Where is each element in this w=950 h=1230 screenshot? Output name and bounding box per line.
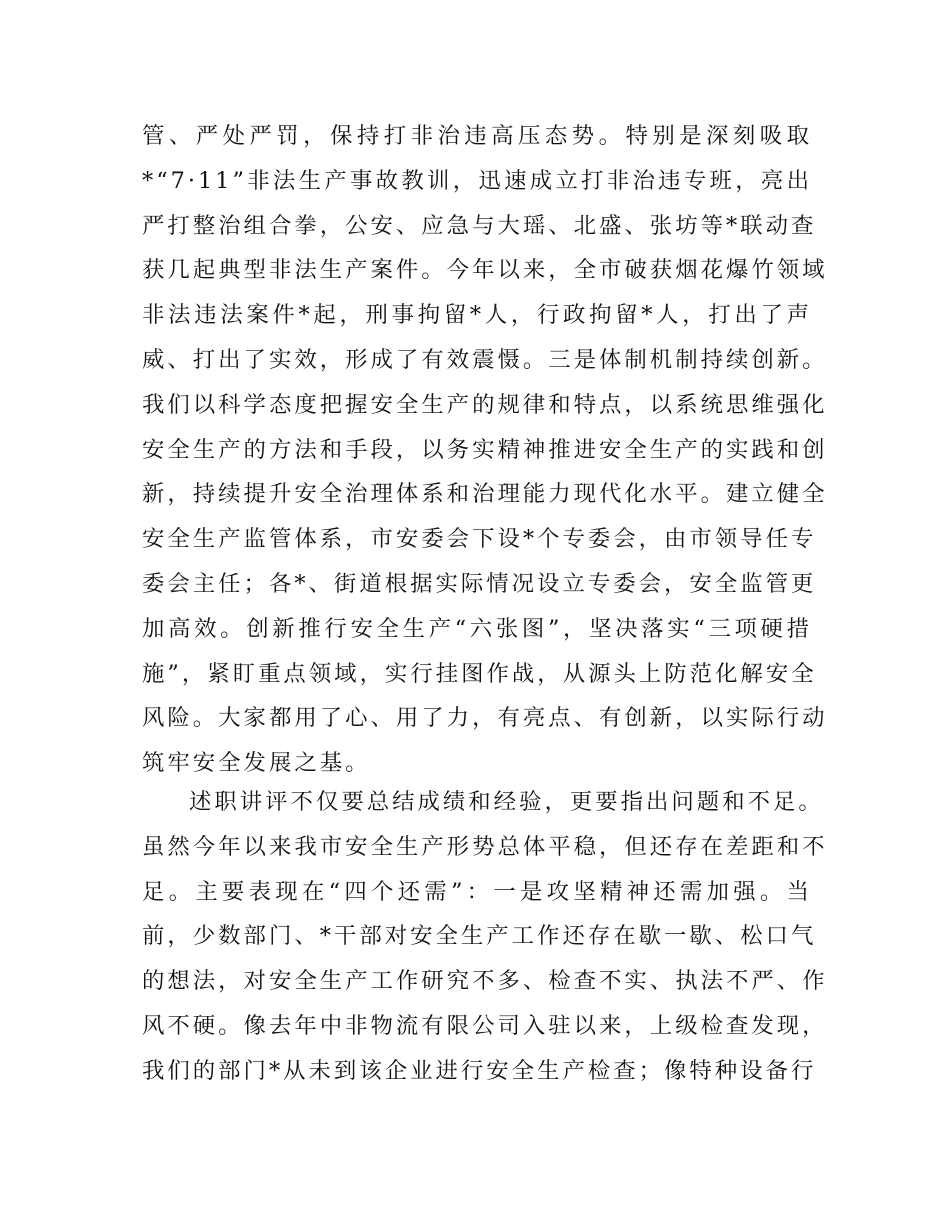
paragraph-line: 足。主要表现在“四个还需”：一是攻坚精神还需加强。当 (142, 878, 812, 905)
paragraph-line: 风险。大家都用了心、用了力，有亮点、有创新，以实际行动 (142, 705, 828, 732)
paragraph-line: 管、严处严罚，保持打非治违高压态势。特别是深刻吸取 (142, 123, 812, 149)
paragraph-line: 新，持续提升安全治理体系和治理能力现代化水平。建立健全 (142, 481, 828, 508)
paragraph-line: 我们以科学态度把握安全生产的规律和特点，以系统思维强化 (142, 391, 828, 418)
paragraph-line: 的想法，对安全生产工作研究不多、检查不实、执法不严、作 (142, 968, 828, 995)
paragraph-line: 前，少数部门、*干部对安全生产工作还存在歇一歇、松口气 (142, 923, 817, 950)
paragraph-1 (142, 114, 828, 786)
paragraph-line: *“7·11”非法生产事故教训，迅速成立打非治违专班，亮出 (142, 167, 812, 194)
paragraph-line: 安全生产的方法和手段，以务实精神推进安全生产的实践和创 (142, 436, 828, 463)
paragraph-line: 述职讲评不仅要总结成绩和经验，更要指出问题和不足。 (189, 789, 824, 815)
paragraph-line: 威、打出了实效，形成了有效震慑。三是体制机制持续创新。 (142, 346, 828, 373)
paragraph-line: 筑牢安全发展之基。 (142, 750, 371, 777)
paragraph-line: 安全生产监管体系，市安委会下设*个专委会，由市领导任专 (142, 526, 817, 553)
paragraph-line: 风不硬。像去年中非物流有限公司入驻以来，上级检查发现， (142, 1012, 828, 1039)
paragraph-line: 施”，紧盯重点领域，实行挂图作战，从源头上防范化解安全 (142, 660, 817, 687)
paragraph-line: 我们的部门*从未到该企业进行安全生产检查；像特种设备行 (142, 1057, 817, 1084)
paragraph-line: 加高效。创新推行安全生产“六张图”，坚决落实“三项硬措 (142, 615, 812, 642)
paragraph-line: 委会主任；各*、街道根据实际情况设立专委会，安全监管更 (142, 570, 817, 597)
paragraph-line: 虽然今年以来我市安全生产形势总体平稳，但还存在差距和不 (142, 833, 828, 860)
paragraph-2 (142, 780, 828, 1094)
paragraph-line: 获几起典型非法生产案件。今年以来，全市破获烟花爆竹领域 (142, 257, 828, 284)
paragraph-line: 非法违法案件*起，刑事拘留*人，行政拘留*人，打出了声 (142, 302, 812, 329)
paragraph-line: 严打整治组合拳，公安、应急与大瑶、北盛、张坊等*联动查 (142, 212, 817, 239)
